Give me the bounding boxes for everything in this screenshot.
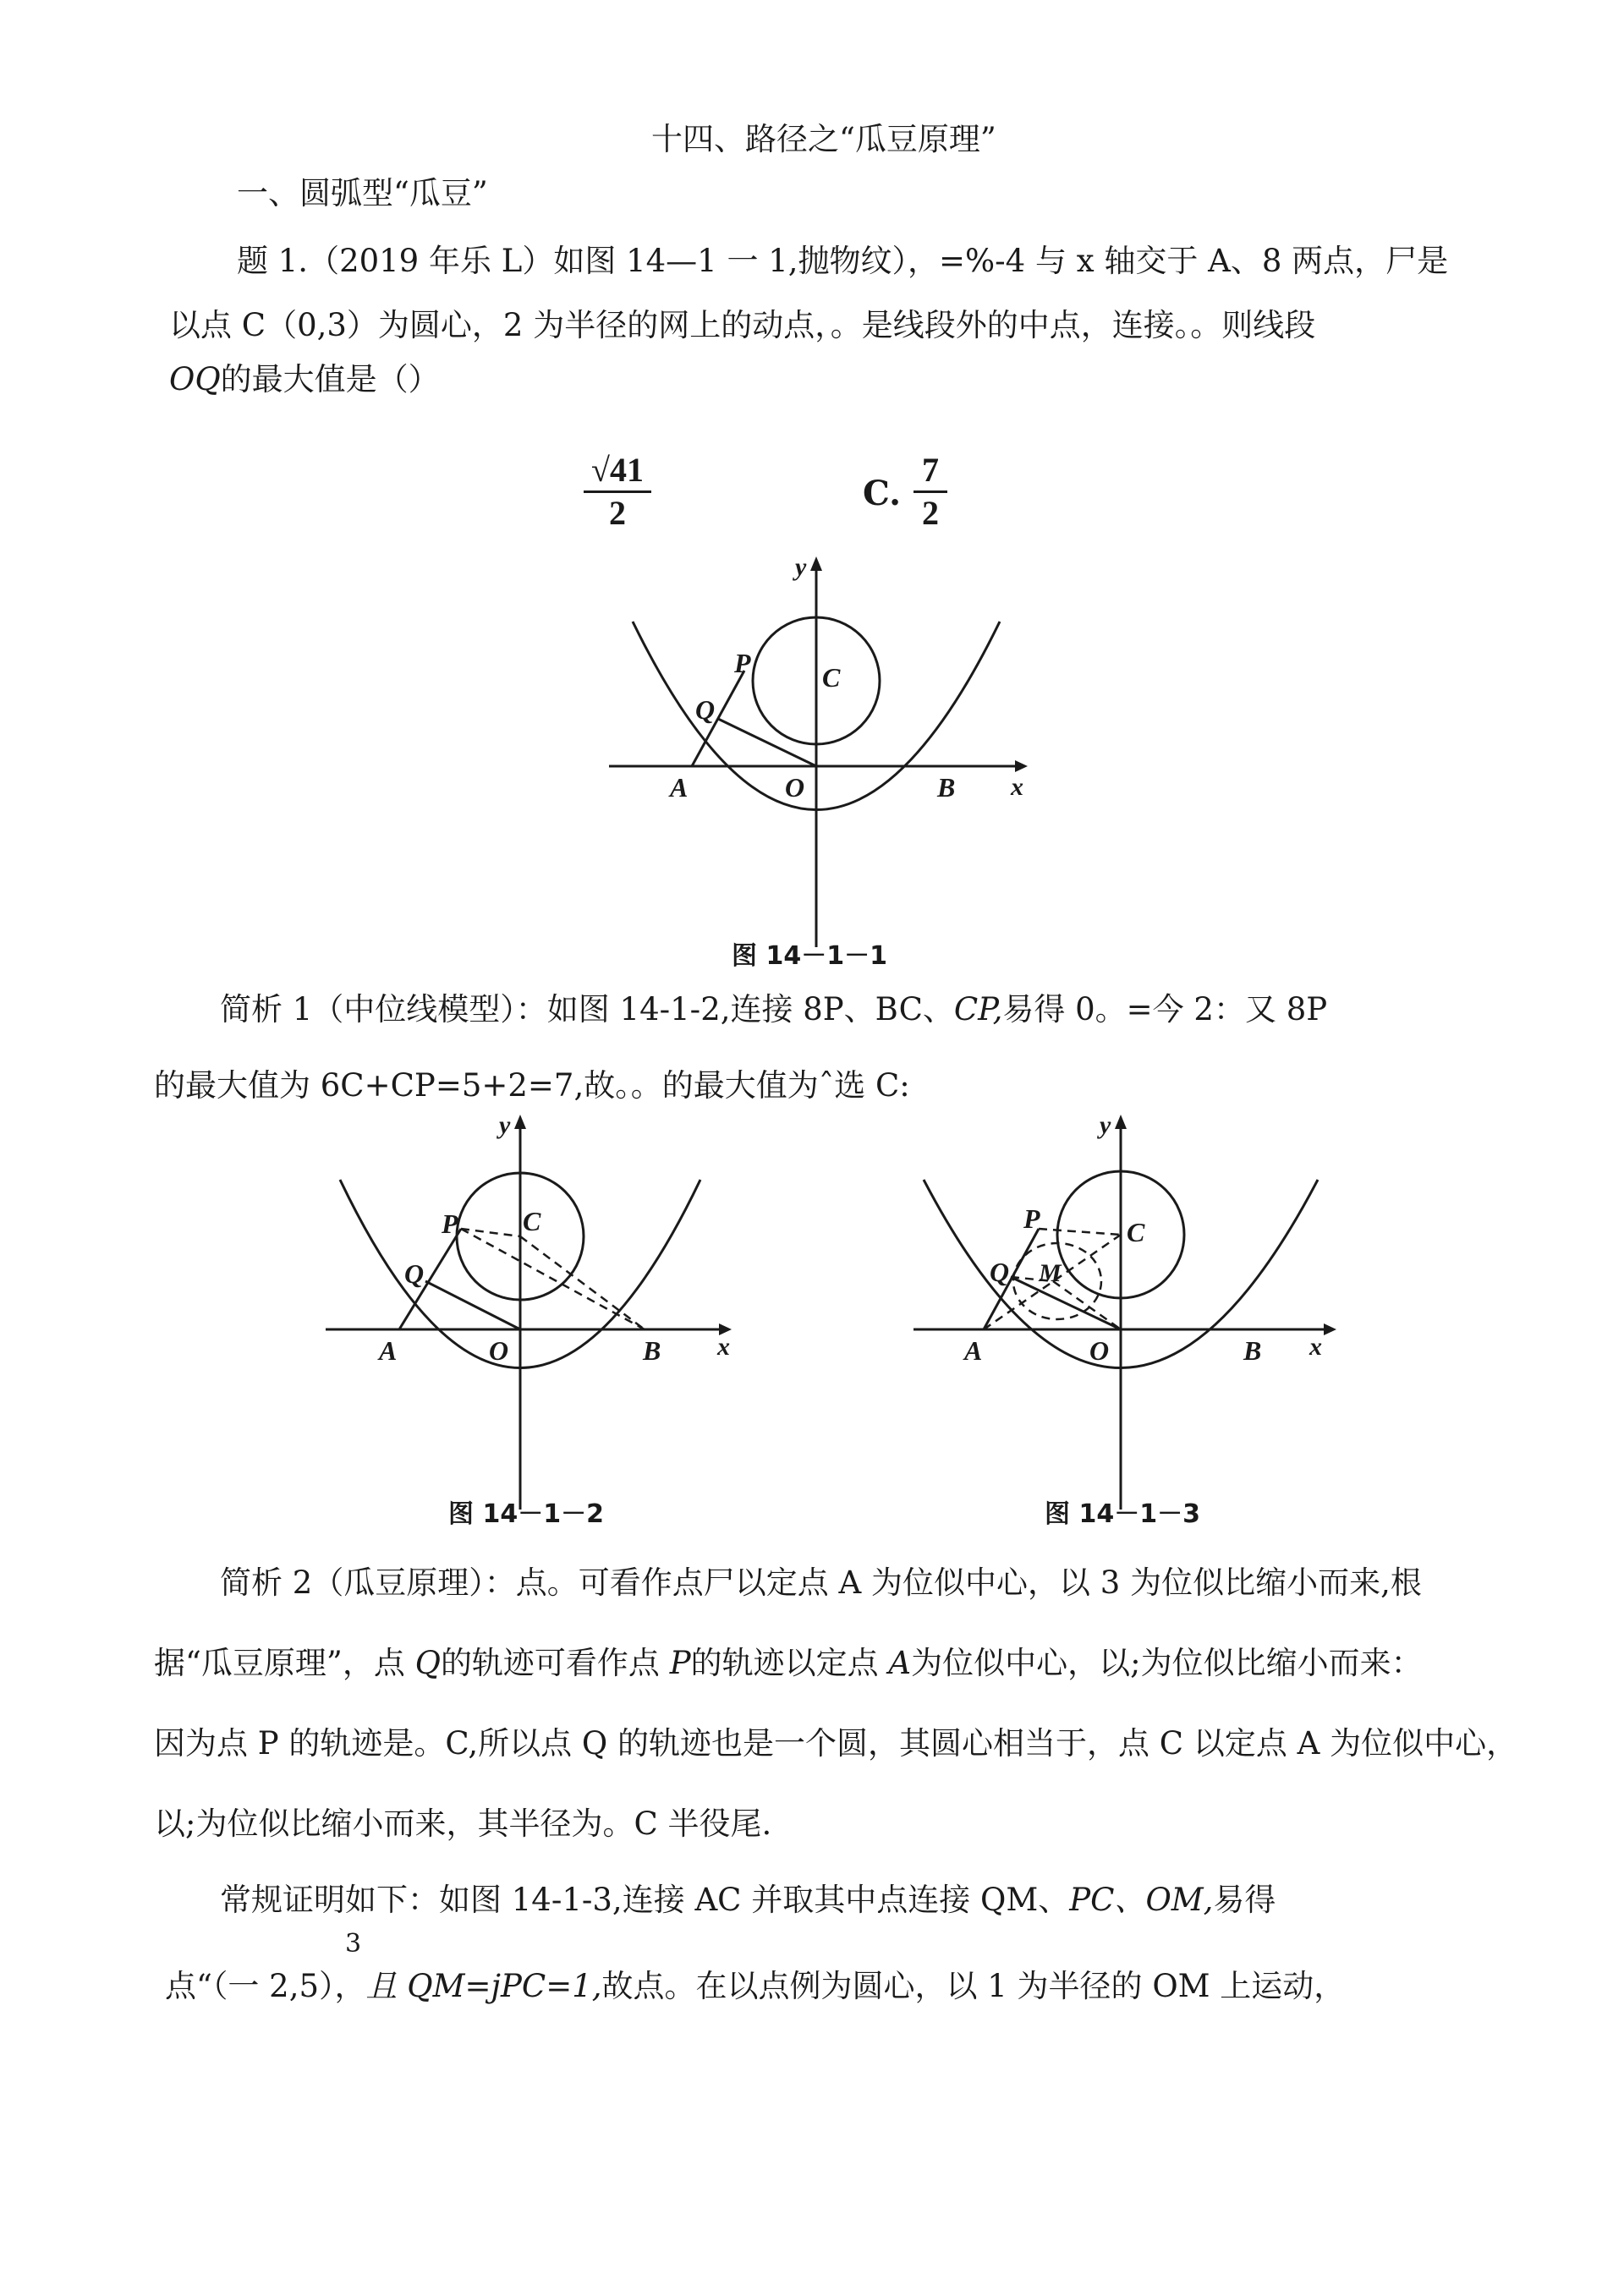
label-p: P: [442, 1208, 458, 1239]
label-p: P: [734, 648, 751, 678]
problem-line-3: [169, 361, 440, 398]
label-a: A: [964, 1335, 983, 1366]
section-heading: 一、圆弧型“瓜豆”: [237, 175, 488, 211]
analysis-2-text-b: 的轨迹可看作点: [440, 1645, 670, 1681]
label-a: A: [670, 772, 689, 803]
label-x: x: [1011, 773, 1023, 801]
y-axis-arrow: [810, 556, 822, 571]
label-o: O: [489, 1335, 509, 1366]
analysis-1-text-a: 简析 1（中位线模型）：如图 14-1-2,连接 8P、BC、: [220, 991, 954, 1027]
proof-text-b: 易得: [1213, 1882, 1276, 1918]
analysis-1-italic: CP,: [953, 991, 1003, 1027]
proof-superscript-3: 3: [345, 1929, 362, 1959]
analysis-2-text-d: 为位似中心，以;为位似比缩小而来：: [911, 1645, 1423, 1681]
problem-line-1: 题 1.（2019 年乐 L）如图 14—1 一 1,抛物纹），=%-4 与 x 轴交于 A、8 两点，尸是: [237, 243, 1449, 279]
problem-line-2: 以点 C（0,3）为圆心，2 为半径的网上的动点，。是线段外的中点，连接。。则线段: [169, 307, 1316, 343]
figure-14-1-3: [905, 1108, 1345, 1531]
label-c: C: [523, 1206, 541, 1236]
segment-qo: [425, 1281, 520, 1329]
label-y: y: [795, 553, 807, 581]
label-y: y: [499, 1111, 511, 1139]
x-axis-arrow: [1324, 1323, 1336, 1335]
label-p: P: [1023, 1203, 1040, 1234]
fraction-denominator: 2: [922, 494, 939, 532]
page-title: 十四、路径之“瓜豆原理”: [651, 121, 996, 157]
analysis-2-line-1: 简析 2（瓜豆原理）：点。可看作点尸以定点 A 为位似中心，以 3 为位似比缩小而来,根: [220, 1564, 1422, 1601]
analysis-1-line-1: [220, 991, 1327, 1028]
label-o: O: [1089, 1335, 1110, 1366]
label-o: O: [785, 772, 805, 803]
label-c: C: [1127, 1217, 1145, 1247]
analysis-2-line-3: 因为点 P 的轨迹是。C,所以点 Q 的轨迹也是一个圆，其圆心相当于，点 C 以定点 A 为位似中心，: [154, 1725, 1518, 1762]
analysis-2-line-4: 以;为位似比缩小而来，其半径为。C 半役尾.: [154, 1806, 772, 1842]
figure-caption: 图 14－1－3: [1045, 1499, 1200, 1529]
figure-caption: 图 14－1－2: [448, 1499, 604, 1529]
proof-text-d: 故点。在以点例为圆心，以 1 为半径的 OM 上运动，: [601, 1968, 1346, 2004]
option-fraction-sqrt41: [584, 450, 651, 534]
figure-caption: 图 14－1－1: [732, 941, 887, 971]
option-fraction-7-2: [914, 450, 947, 534]
dashed-pc: [1039, 1229, 1121, 1235]
proof-line-1: [220, 1882, 1276, 1919]
figure-14-1-1: [592, 550, 1032, 973]
proof-italic: PC、OM,: [1069, 1882, 1214, 1918]
label-a: A: [379, 1335, 398, 1366]
fraction-numerator: 7: [914, 450, 947, 493]
proof-italic-2: 且 QM=jPC=1,: [365, 1968, 602, 2004]
label-b: B: [1243, 1335, 1262, 1366]
option-c-label: C.: [863, 474, 902, 513]
analysis-2-text-a: 据“瓜豆原理”，点: [154, 1645, 415, 1681]
label-m: M: [1039, 1259, 1062, 1287]
analysis-2-line-2: [154, 1645, 1423, 1682]
label-y: y: [1100, 1111, 1111, 1139]
proof-text-c: 点“（一 2,5），: [165, 1968, 366, 2004]
label-q: Q: [695, 694, 716, 725]
analysis-1-line-2: 的最大值为 6C+CP=5+2=7,故。。的最大值为ˆ选 C:: [154, 1067, 910, 1104]
label-b: B: [937, 772, 956, 803]
segment-oq: OQ: [169, 361, 221, 397]
label-q: Q: [990, 1257, 1010, 1287]
analysis-2-text-c: 的轨迹以定点: [690, 1645, 889, 1681]
point-a: A: [888, 1645, 912, 1681]
x-axis-arrow: [1015, 760, 1028, 772]
proof-line-2: [165, 1968, 1345, 2005]
segment-qo: [1011, 1277, 1121, 1329]
label-c: C: [822, 662, 841, 693]
point-p: P: [669, 1645, 691, 1681]
fraction-denominator: 2: [609, 494, 626, 532]
dashed-pc: [461, 1229, 520, 1236]
label-b: B: [643, 1335, 661, 1366]
label-q: Q: [404, 1258, 425, 1289]
y-axis-arrow: [514, 1115, 526, 1129]
fraction-numerator: √41: [584, 450, 651, 493]
y-axis-arrow: [1115, 1115, 1127, 1129]
problem-line-3-text: 的最大值是（）: [220, 361, 440, 397]
analysis-1-text-b: 易得 0。=今 2：又 8P: [1002, 991, 1328, 1027]
label-x: x: [1309, 1333, 1322, 1361]
proof-text-a: 常规证明如下：如图 14-1-3,连接 AC 并取其中点连接 QM、: [220, 1882, 1070, 1918]
figure-14-1-2: [313, 1108, 753, 1531]
label-x: x: [717, 1333, 730, 1361]
point-q: Q: [414, 1645, 441, 1681]
